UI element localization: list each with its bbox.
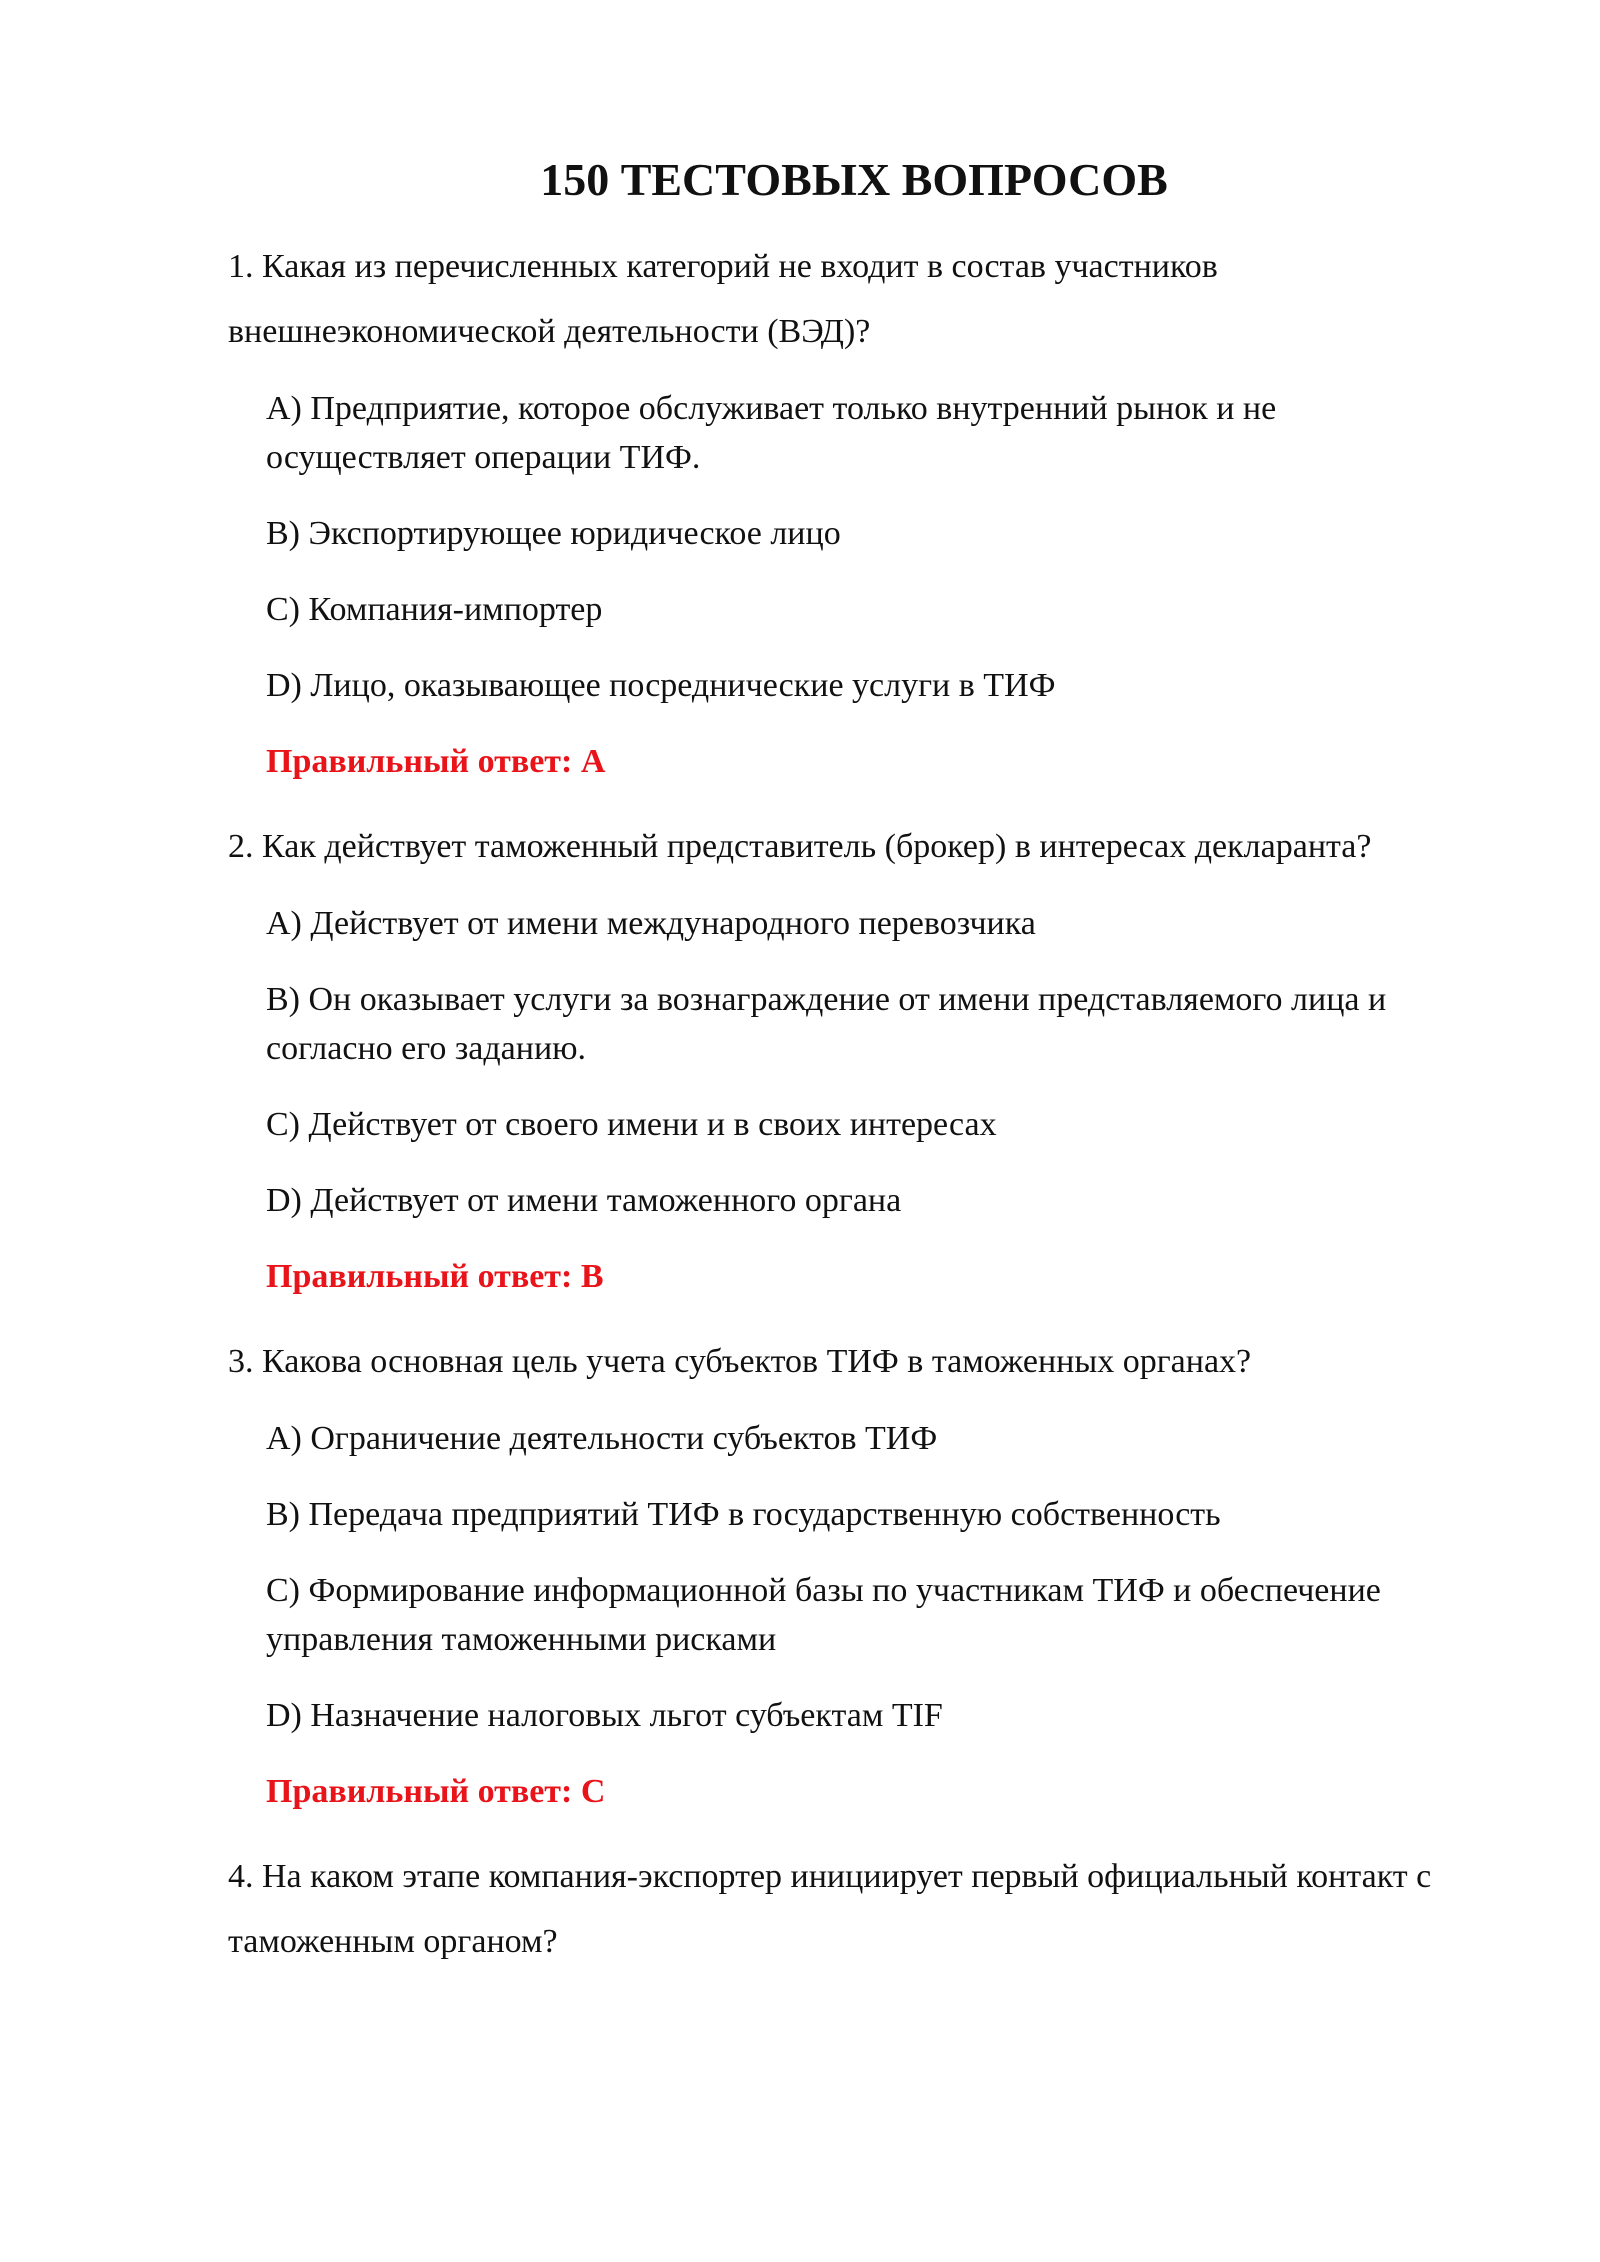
options-list bbox=[228, 899, 1480, 1301]
option-a: A) Ограничение деятельности субъектов ТИФ bbox=[266, 1420, 938, 1457]
option-a: A) Действует от имени международного перевозчика bbox=[266, 905, 1036, 942]
option-a: A) Предприятие, которое обслуживает только внутренний рынок и не осуществляет операции ТИФ. bbox=[266, 390, 1277, 476]
question-text: 4. На каком этапе компания-экспортер инициирует первый официальный контакт с таможенным органом? bbox=[228, 1858, 1432, 1960]
option-b: B) Он оказывает услуги за вознаграждение от имени представляемого лица и согласно его заданию. bbox=[266, 981, 1387, 1067]
question-text: 1. Какая из перечисленных категорий не входит в состав участников внешнеэкономической деятельности (ВЭД)? bbox=[228, 248, 1218, 350]
option-d: D) Действует от имени таможенного органа bbox=[266, 1182, 902, 1219]
document-title: 150 ТЕСТОВЫХ ВОПРОСОВ bbox=[540, 154, 1168, 205]
correct-answer: Правильный ответ: B bbox=[266, 1258, 604, 1295]
option-d: D) Назначение налоговых льгот субъектам TIF bbox=[266, 1697, 943, 1734]
question-text: 2. Как действует таможенный представитель (брокер) в интересах декларанта? bbox=[228, 828, 1372, 865]
option-c: C) Действует от своего имени и в своих интересах bbox=[266, 1106, 997, 1143]
options-list bbox=[228, 384, 1480, 786]
option-c: C) Формирование информационной базы по участникам ТИФ и обеспечение управления таможенными рисками bbox=[266, 1572, 1381, 1658]
option-c: C) Компания-импортер bbox=[266, 591, 603, 628]
correct-answer: Правильный ответ: C bbox=[266, 1773, 606, 1810]
option-b: B) Передача предприятий ТИФ в государственную собственность bbox=[266, 1496, 1221, 1533]
option-b: B) Экспортирующее юридическое лицо bbox=[266, 515, 841, 552]
correct-answer: Правильный ответ: A bbox=[266, 743, 606, 780]
option-d: D) Лицо, оказывающее посреднические услуги в ТИФ bbox=[266, 667, 1056, 704]
options-list bbox=[228, 1414, 1480, 1816]
question-text: 3. Какова основная цель учета субъектов ТИФ в таможенных органах? bbox=[228, 1343, 1252, 1380]
